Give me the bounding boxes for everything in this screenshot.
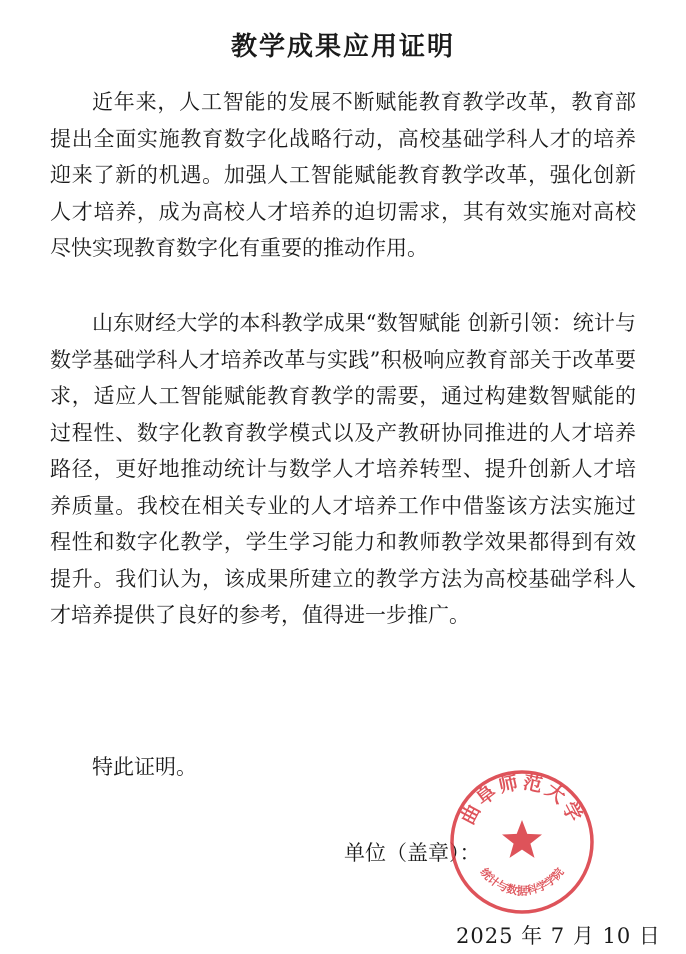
seal-outer-text: 曲阜师范大学	[456, 771, 588, 829]
unit-stamp-label: 单位（盖章）：	[344, 841, 481, 865]
document-date: 2025 年 7 月 10 日	[456, 924, 661, 948]
seal-inner-text: 统计与数据科学学院	[477, 865, 567, 898]
document-title: 教学成果应用证明	[230, 32, 455, 62]
body-paragraph-1: 近年来，人工智能的发展不断赋能教育教学改革，教育部提出全面实施教育数字化战略行动，高校基础学科人才的培养迎来了新的机遇。加强人工智能赋能教育教学改革，强化创新人才培养，成为高校人才培养的迫切需求，其有效实施对高校尽快实现教育数字化有重要的推动作用。	[50, 90, 636, 260]
body-paragraph-2: 山东财经大学的本科教学成果“数智赋能 创新引领：统计与数学基础学科人才培养改革与实践”积极响应教育部关于改革要求，适应人工智能赋能教育教学的需要，通过构建数智赋能的过程性、数字化教育教学模式以及产教研协同推进的人才培养路径，更好地推动统计与数学人才培养转型、提升创新人才培养质量。我校在相关专业的人才培养工作中借鉴该方法实施过程性和数字化教学，学生学习能力和教师教学效果都得到有效提升。我们认为，该成果所建立的教学方法为高校基础学科人才培养提供了良好的参考，值得进一步推广。	[50, 311, 636, 627]
closing-statement: 特此证明。	[92, 755, 197, 779]
seal-star-icon	[502, 820, 542, 858]
official-seal-stamp	[448, 768, 596, 916]
